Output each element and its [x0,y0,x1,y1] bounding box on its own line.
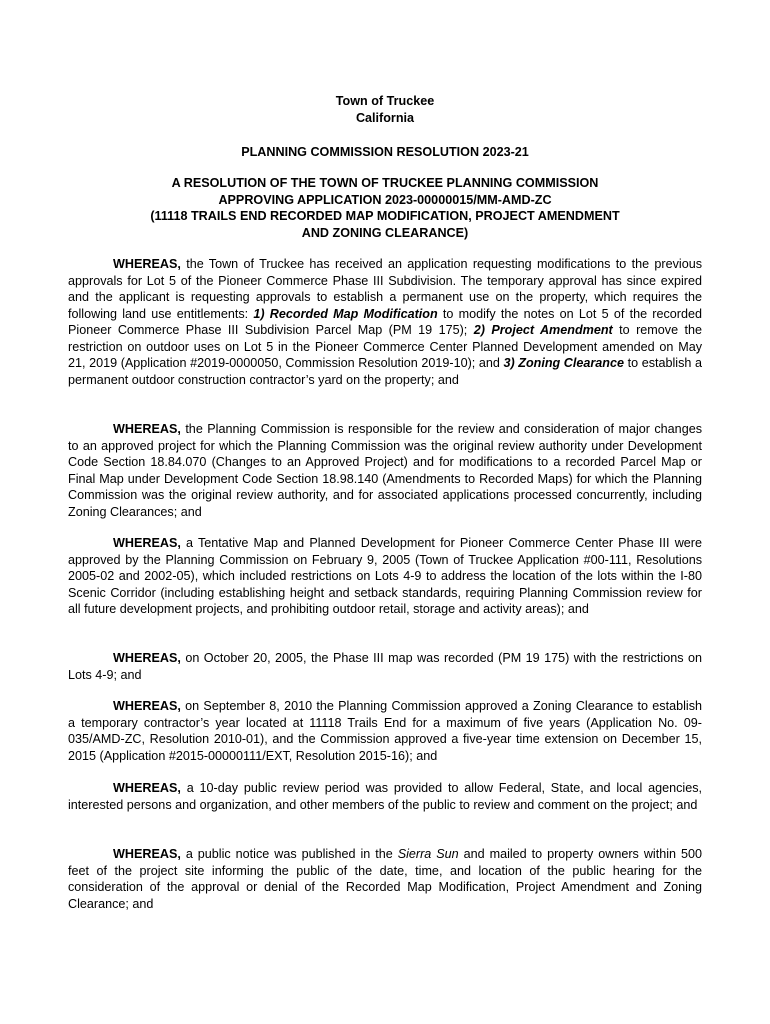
whereas-label: WHEREAS, [113,257,181,271]
paragraph-text: the Planning Commission is responsible for the review and consideration of major changes to an approved project for which the Planning Commission was the original review authority under Development Code Section 18.84.070 (Changes to an Approved Project) and for modifications to a recorded Parcel Map or Final Map under Development Code Section 18.98.140 (Amendments to Recorded Maps) for which the Planning Commission was the original review authority, and for associated applications processed concurrently, including Zoning Clearances; and [68,422,702,519]
paragraph-text: to establish a permanent outdoor construction contractor’s yard on the property; and [68,356,702,387]
whereas-label: WHEREAS, [113,422,181,436]
whereas-paragraph-7 [68,846,702,912]
entitlement-3: 3) Zoning Clearance [503,356,625,370]
resolution-number-text: PLANNING COMMISSION RESOLUTION 2023-21 [241,145,529,159]
entitlement-1: 1) Recorded Map Modification [253,306,438,321]
whereas-paragraph-6 [68,780,702,813]
title-line-3: (11118 TRAILS END RECORDED MAP MODIFICATION, PROJECT AMENDMENT [150,209,620,223]
paragraph-text: a 10-day public review period was provided to allow Federal, State, and local agencies, interested persons and organization, and other members of the public to review and comment on the project; and [68,781,702,812]
whereas-label: WHEREAS, [113,781,181,795]
whereas-paragraph-2 [68,421,702,520]
town-name: Town of Truckee [335,94,435,108]
paragraph-text: to remove the restriction on outdoor uses on Lot 5 in the Pioneer Commerce Center Planned Development amended on May 21, 2019 (Application #2019-0000050, Commission Resolution 2019-10); and [68,323,702,370]
paragraph-text: a public notice was published in the [180,847,398,861]
whereas-paragraph-5 [68,698,702,764]
resolution-number [68,144,702,161]
paragraph-text: and mailed to property owners within 500 feet of the project site informing the public of the date, time, and location of the public hearing for the consideration of the approval or denial of the Recorded Map Modification, Project Amendment and Zoning Clearance; and [68,847,702,911]
state-name: California [355,110,415,125]
title-line-4: AND ZONING CLEARANCE) [301,225,469,240]
paragraph-text: a Tentative Map and Planned Development for Pioneer Commerce Center Phase III were approved by the Planning Commission on February 9, 2005 (Town of Truckee Application #00-111, Resolutions 2005-02 and 2002-05), which included restrictions on Lots 4-9 to address the location of the lots within the I-80 Scenic Corridor (including establishing height and setback standards, requiring Planning Commission review for all future development projects, and prohibiting outdoor retail, storage and activity areas); and [68,536,702,616]
whereas-label: WHEREAS, [113,847,181,861]
title-line-1: A RESOLUTION OF THE TOWN OF TRUCKEE PLANNING COMMISSION [171,176,599,190]
paragraph-text: the Town of Truckee has received an application requesting modifications to the previous approvals for Lot 5 of the Pioneer Commerce Phase III Subdivision. The temporary approval has since expired and the applicant is requesting approvals to establish a permanent use on the property, which requires the following land use entitlements: [68,257,702,321]
whereas-label: WHEREAS, [113,651,181,665]
whereas-label: WHEREAS, [113,699,181,713]
whereas-paragraph-4 [68,650,702,683]
town-header [68,93,702,126]
whereas-paragraph-3 [68,535,702,618]
paragraph-text: on October 20, 2005, the Phase III map was recorded (PM 19 175) with the restrictions on Lots 4-9; and [68,651,702,682]
whereas-paragraph-1 [68,256,702,388]
whereas-label: WHEREAS, [113,536,181,550]
title-line-2: APPROVING APPLICATION 2023-00000015/MM-AMD-ZC [218,192,552,207]
resolution-title [68,175,702,241]
paragraph-text: on September 8, 2010 the Planning Commission approved a Zoning Clearance to establish a temporary contractor’s year located at 11118 Trails End for a maximum of five years (Application No. 09-035/AMD-ZC, Resolution 2010-01), and the Commission approved a five-year time extension on December 15, 2015 (Application #2015-00000111/EXT, Resolution 2015-16); and [68,699,702,763]
entitlement-2: 2) Project Amendment [473,323,613,337]
newspaper-name: Sierra Sun [397,847,459,861]
paragraph-text: to modify the notes on Lot 5 of the recorded Pioneer Commerce Phase III Subdivision Parcel Map (PM 19 175); [68,306,702,337]
